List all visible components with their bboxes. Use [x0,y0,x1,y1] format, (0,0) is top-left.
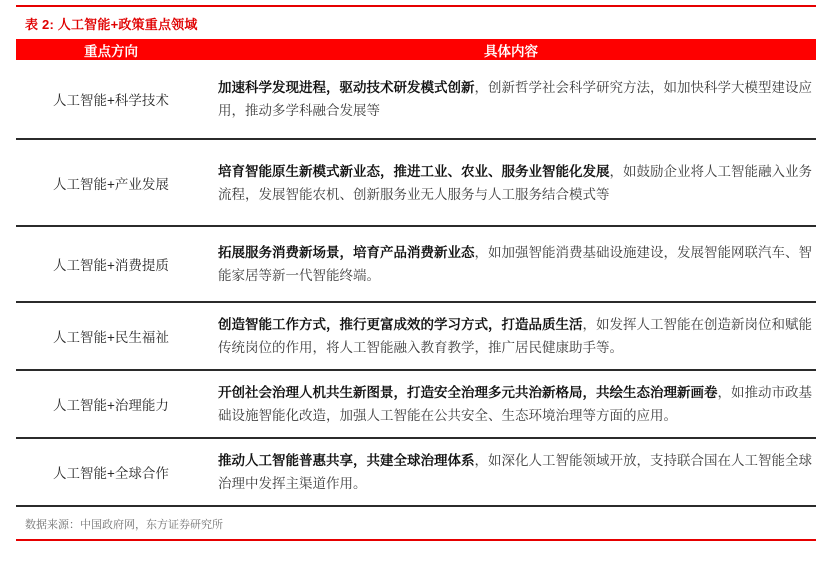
row-content [206,140,816,225]
row-direction: 人工智能+科学技术 [53,93,169,108]
row-direction: 人工智能+全球合作 [53,466,169,481]
table-row [16,227,816,303]
row-content-bold: 加速科学发现进程，驱动技术研发模式创新 [218,80,475,95]
table-row [16,303,816,371]
table-row [16,439,816,507]
row-content-rest: ，如深化人工智能领域开放，支持联合国在人工智能全球治理中发挥主渠道作用。 [218,453,812,491]
row-content [206,303,816,369]
row-content-rest: ，如发挥人工智能在创造新岗位和赋能传统岗位的作用，将人工智能融入教育教学，推广居民健康助手等。 [218,317,812,355]
row-content [206,439,816,505]
table-row [16,371,816,439]
row-direction: 人工智能+治理能力 [53,398,169,413]
table-title: 表 2: 人工智能+政策重点领域 [25,17,198,32]
row-content [206,371,816,437]
header-content: 具体内容 [484,43,538,59]
row-content-bold: 拓展服务消费新场景，培育产品消费新业态 [218,245,475,260]
table-header-row [16,39,816,60]
bottom-red-rule [16,539,816,541]
row-direction: 人工智能+民生福祉 [53,330,169,345]
table-row [16,140,816,227]
table-row [16,60,816,140]
row-direction: 人工智能+产业发展 [53,176,169,192]
row-content-rest: ，如加强智能消费基础设施建设，发展智能网联汽车、智能家居等新一代智能终端。 [218,245,812,283]
report-table-figure [0,5,832,580]
row-direction: 人工智能+消费提质 [53,258,169,273]
row-content-rest: ，如鼓励企业将人工智能融入业务流程，发展智能农机、创新服务业无人服务与人工服务结合模式等 [218,163,812,202]
data-source-note: 数据来源：中国政府网，东方证券研究所 [25,519,223,531]
row-content-bold: 创造智能工作方式，推行更富成效的学习方式，打造品质生活 [218,317,583,332]
row-content [206,227,816,301]
row-content-bold: 推动人工智能普惠共享，共建全球治理体系 [218,453,475,468]
row-content-bold: 培育智能原生新模式新业态，推进工业、农业、服务业智能化发展 [218,163,610,179]
row-content-rest: ，如推动市政基础设施智能化改造，加强人工智能在公共安全、生态环境治理等方面的应用。 [218,385,812,423]
table-container [16,5,816,541]
row-content-bold: 开创社会治理人机共生新图景，打造安全治理多元共治新格局，共绘生态治理新画卷 [218,385,718,400]
row-content-rest: ，创新哲学社会科学研究方法，如加快科学大模型建设应用，推动多学科融合发展等 [218,80,812,118]
header-direction: 重点方向 [84,43,138,59]
row-content [206,60,816,138]
